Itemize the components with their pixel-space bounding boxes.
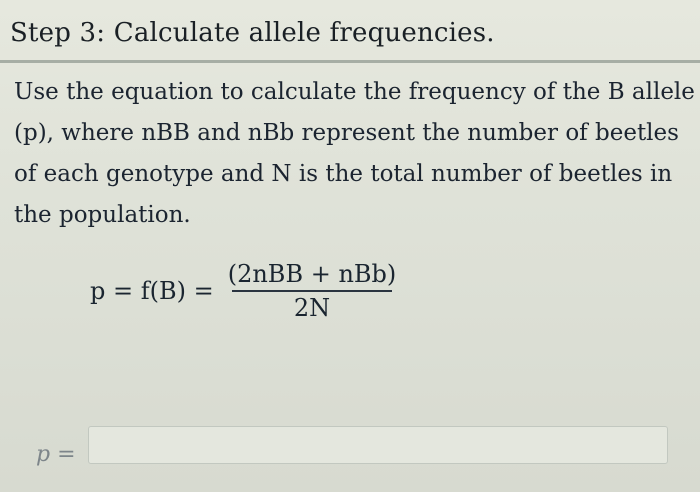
- step-title: Step 3: Calculate allele frequencies.: [10, 18, 495, 48]
- equation-fraction: [224, 260, 401, 322]
- instructions-line: Use the equation to calculate the frequency of the B allele: [14, 79, 695, 105]
- instructions-line: (p), where nBB and nBb represent the number of beetles: [14, 120, 679, 146]
- equation-denominator: 2N: [293, 294, 331, 322]
- equation-lhs: p = f(B) =: [90, 277, 214, 305]
- title-divider: [0, 60, 700, 63]
- equation-numerator: (2nBB + nBb): [227, 260, 397, 288]
- instructions-line: the population.: [14, 202, 191, 228]
- instructions-paragraph: [14, 72, 695, 236]
- answer-label: p =: [36, 442, 76, 467]
- instructions-line: of each genotype and N is the total number of beetles in: [14, 161, 673, 187]
- p-answer-input[interactable]: [88, 426, 668, 464]
- allele-frequency-equation: [90, 260, 400, 322]
